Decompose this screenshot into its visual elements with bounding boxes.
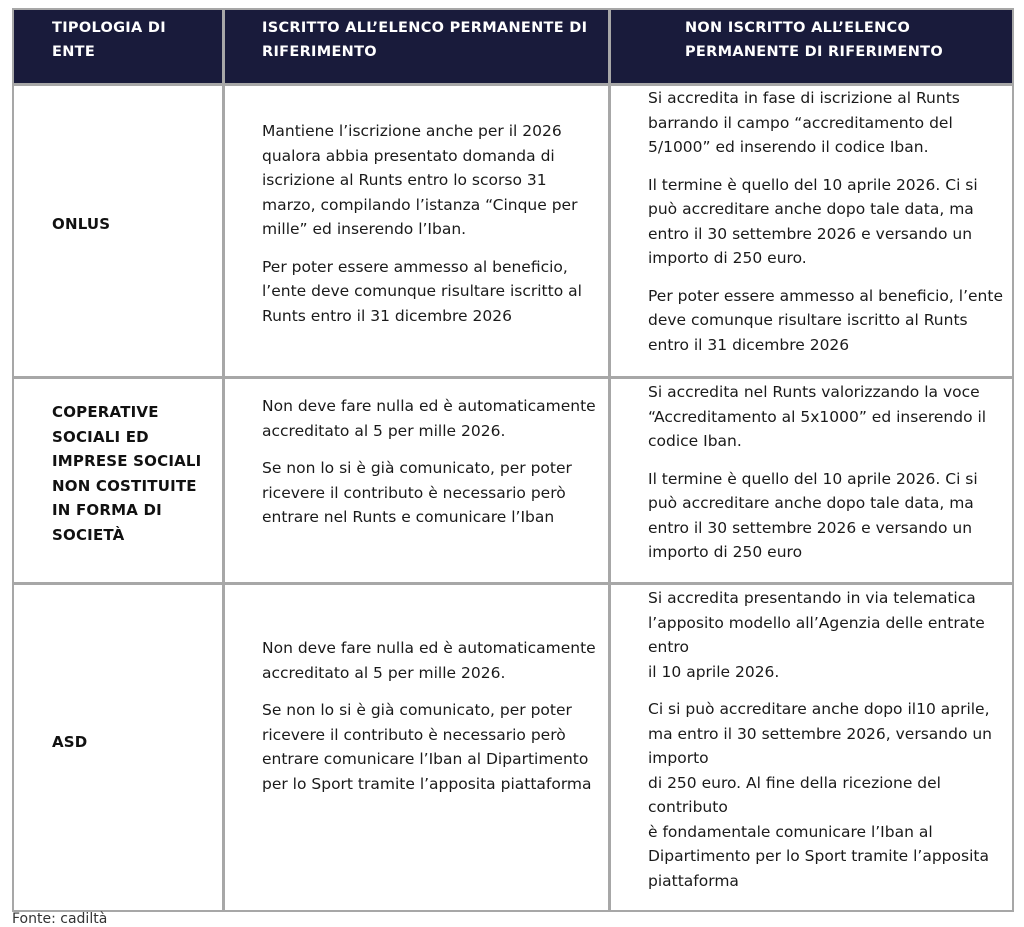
row-divider — [14, 376, 1012, 379]
paragraph: Il termine è quello del 10 aprile 2026. Ci si può accreditare anche dopo tale data, ma entro il 30 settembre 2026 e versando un importo di 250 euro — [648, 469, 978, 561]
cell-cooperative-iscritto — [262, 394, 602, 530]
paragraph: Si accredita nel Runts valorizzando la voce “Accreditamento al 5x1000” ed inserendo il codice Iban. — [648, 383, 987, 450]
row-label-asd: ASD — [52, 733, 88, 751]
row-divider — [14, 582, 1012, 585]
paragraph: Per poter essere ammesso al beneficio, l’ente deve comunque risultare iscritto al Runts entro il 31 dicembre 2026 — [648, 286, 1003, 354]
cell-onlus-non-iscritto — [648, 86, 1010, 357]
cell-asd-iscritto — [262, 636, 607, 796]
paragraph: Si accredita in fase di iscrizione al Runts barrando il campo “accreditamento del 5/1000” ed inserendo il codice Iban. — [648, 89, 960, 156]
header-tipologia: TIPOLOGIA DI ENTE — [52, 20, 166, 60]
header-non-iscritto: NON ISCRITTO ALL’ELENCO PERMANENTE DI RIFERIMENTO — [685, 20, 943, 60]
paragraph: Non deve fare nulla ed è automaticamente accreditato al 5 per mille 2026. — [262, 639, 596, 682]
header-iscritto: ISCRITTO ALL’ELENCO PERMANENTE DI RIFERIMENTO — [262, 20, 588, 60]
paragraph: Il termine è quello del 10 aprile 2026. Ci si può accreditare anche dopo tale data, ma entro il 30 settembre 2026 e versando un importo di 250 euro. — [648, 175, 978, 267]
column-divider — [222, 10, 225, 910]
paragraph: Ci si può accreditare anche dopo il10 aprile, ma entro il 30 settembre 2026, versando un importo di 250 euro. Al fine della ricezione del contributo è fondamentale comunicare l’Iban al Dipartimento per lo Sport tramite l’apposita piattaforma — [648, 700, 993, 890]
row-label-cooperative: COPERATIVE SOCIALI ED IMPRESE SOCIALI NON COSTITUITE IN FORMA DI SOCIETÀ — [52, 403, 202, 544]
cell-onlus-iscritto — [262, 119, 602, 328]
paragraph: Si accredita presentando in via telematica l’apposito modello all’Agenzia delle entrate entro il 10 aprile 2026. — [648, 589, 985, 681]
source-footnote: Fonte: cadiltà — [12, 911, 108, 927]
cell-cooperative-non-iscritto — [648, 380, 1010, 565]
paragraph: Non deve fare nulla ed è automaticamente accreditato al 5 per mille 2026. — [262, 397, 596, 440]
paragraph: Mantiene l’iscrizione anche per il 2026 qualora abbia presentato domanda di iscrizione al Runts entro lo scorso 31 marzo, compilando l’istanza “Cinque per mille” ed inserendo l’Iban. — [262, 122, 578, 238]
row-label-onlus: ONLUS — [52, 215, 111, 233]
paragraph: Per poter essere ammesso al beneficio, l’ente deve comunque risultare iscritto al Runts entro il 31 dicembre 2026 — [262, 257, 582, 325]
paragraph: Se non lo si è già comunicato, per poter ricevere il contributo è necessario però entrare comunicare l’Iban al Dipartimento per lo Sport tramite l’apposita piattaforma — [262, 701, 592, 793]
cell-asd-non-iscritto — [648, 586, 1012, 893]
comparison-table — [12, 8, 1014, 912]
column-divider — [608, 10, 611, 910]
table-header — [14, 10, 1012, 83]
paragraph: Se non lo si è già comunicato, per poter ricevere il contributo è necessario però entrare nel Runts e comunicare l’Iban — [262, 459, 572, 526]
